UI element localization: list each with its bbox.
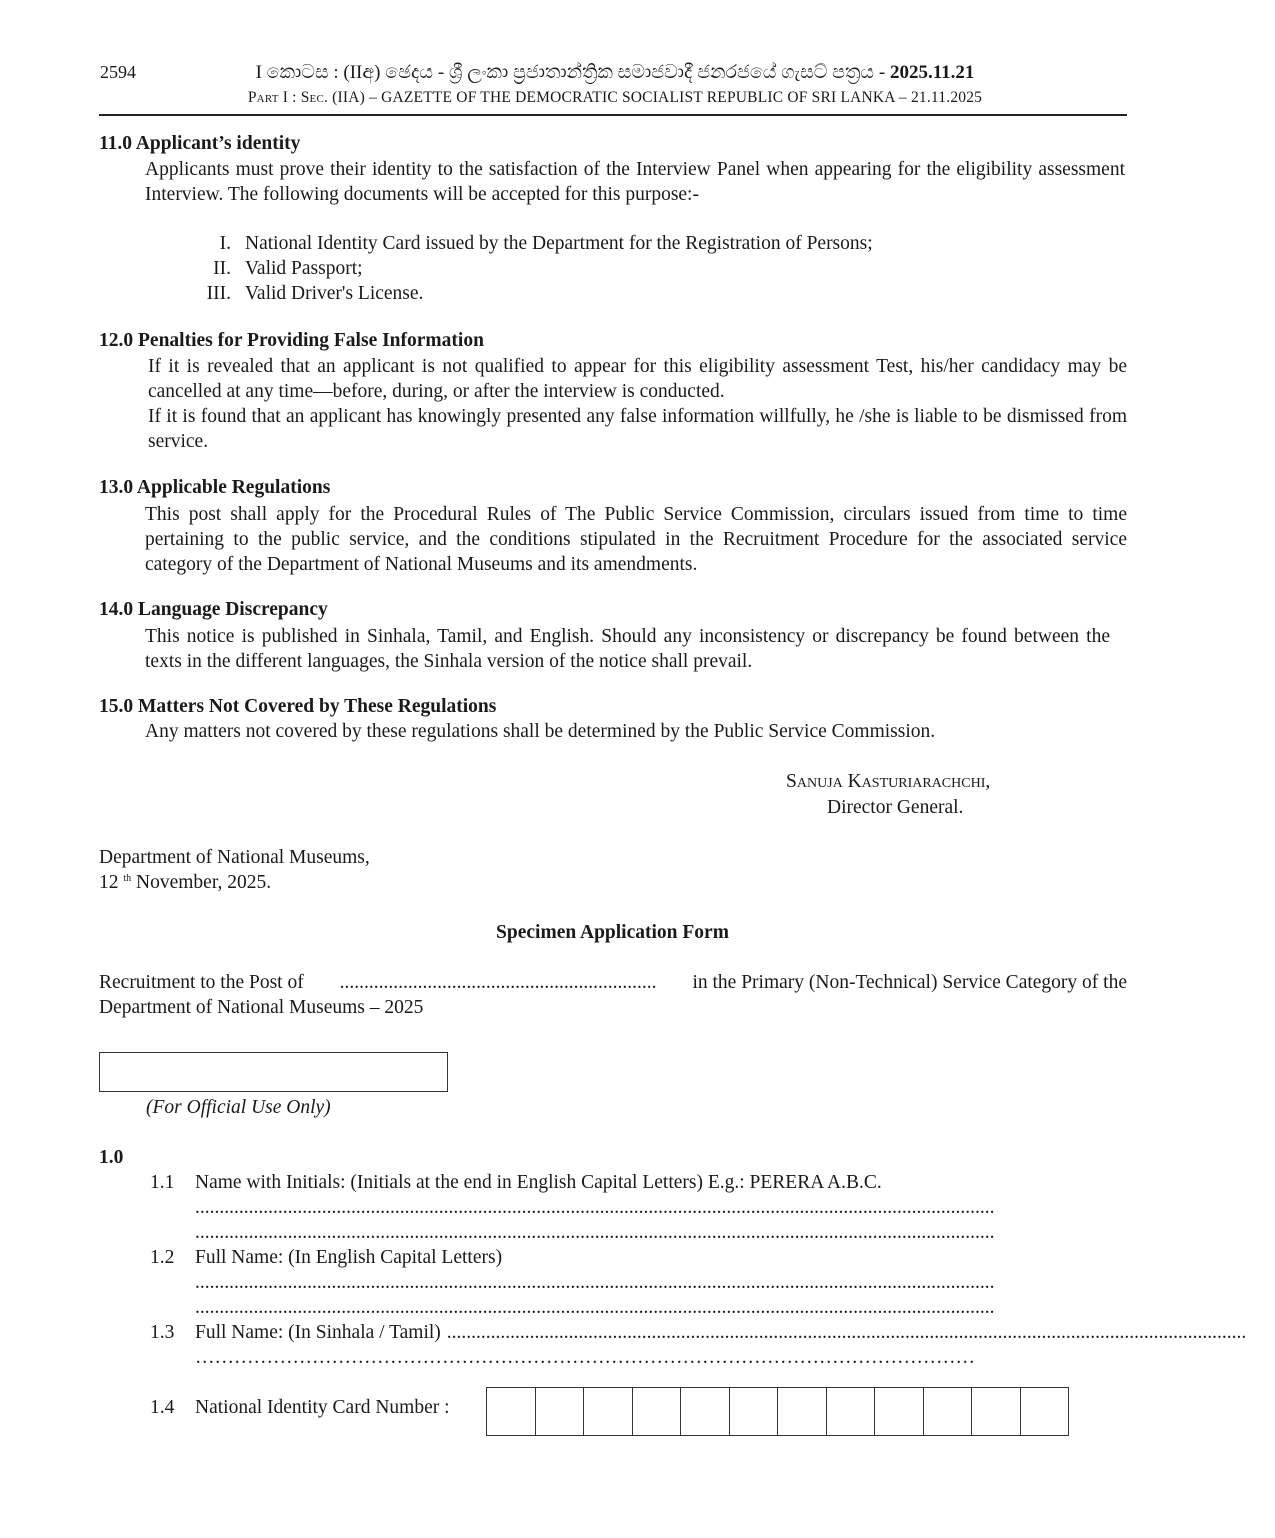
- issuer-department: Department of National Museums,: [99, 847, 370, 868]
- header-sinhala: [0, 62, 1230, 84]
- form-intro-line-1: [99, 972, 1127, 994]
- full-name-english-line-1[interactable]: ....................................................................................................................................................................: [195, 1272, 995, 1293]
- nic-number-grid[interactable]: [486, 1387, 1069, 1436]
- full-name-sinhala-line-1[interactable]: ....................................................................................................................................................................: [446, 1322, 1247, 1343]
- section-15-heading: 15.0 Matters Not Covered by These Regulations: [99, 696, 497, 717]
- header-sinhala-date: 2025.11.21: [889, 62, 975, 83]
- section-12-text-2: If it is found that an applicant has knowingly presented any false information willfully, he /she is liable to be dismissed from service.: [148, 406, 1127, 452]
- header-sinhala-text: I කොටස : (IIඅ) ඡෙදය - ශ්‍රී ලංකා ප්‍රජාතාන්ත්‍රික සමාජවාදී ජනරජයේ ගැසට් පත්‍රය -: [255, 62, 886, 83]
- full-name-sinhala-line-2[interactable]: …………………………………………………………………………………………………………: [195, 1347, 975, 1368]
- q1-4-label: National Identity Card Number :: [195, 1397, 450, 1418]
- nic-digit-cell[interactable]: [1021, 1388, 1070, 1435]
- section-11-text: Applicants must prove their identity to the satisfaction of the Interview Panel when appearing for the eligibility assessment Interview. The following documents will be accepted for this purpose:-: [145, 159, 1125, 205]
- section-13-heading: 13.0 Applicable Regulations: [99, 477, 331, 498]
- nic-digit-cell[interactable]: [778, 1388, 827, 1435]
- q1-3-row: [195, 1322, 1247, 1344]
- nic-digit-cell[interactable]: [827, 1388, 876, 1435]
- official-use-box[interactable]: [99, 1052, 448, 1092]
- q1-1-label: Name with Initials: (Initials at the end in English Capital Letters) E.g.: PERERA A.B.C.: [195, 1172, 882, 1193]
- full-name-english-line-2[interactable]: ....................................................................................................................................................................: [195, 1297, 995, 1318]
- official-use-label: (For Official Use Only): [146, 1097, 331, 1118]
- q1-2-label: Full Name: (In English Capital Letters): [195, 1247, 503, 1268]
- post-name-field[interactable]: .................................................................: [339, 972, 657, 993]
- header-english: [0, 89, 1230, 107]
- section-12-text-1: If it is revealed that an applicant is not qualified to appear for this eligibility assessment Test, his/her candidacy may be cancelled at any time—before, during, or after the interview is conducted.: [148, 356, 1127, 402]
- q1-3-number: 1.3: [150, 1322, 175, 1343]
- header-english-rest: (IIA) – GAZETTE OF THE DEMOCRATIC SOCIALIST REPUBLIC OF SRI LANKA – 21.11.2025: [332, 89, 983, 106]
- form-intro-line-2: Department of National Museums – 2025: [99, 997, 424, 1018]
- q1-3-label: Full Name: (In Sinhala / Tamil): [195, 1322, 441, 1343]
- q1-4-number: 1.4: [150, 1397, 175, 1418]
- nic-digit-cell[interactable]: [875, 1388, 924, 1435]
- s11-item-2-text: Valid Passport;: [245, 258, 363, 279]
- signatory-name: Sanuja Kasturiarachchi,: [786, 771, 991, 792]
- nic-digit-cell[interactable]: [584, 1388, 633, 1435]
- s11-item-3-num: III.: [206, 283, 231, 304]
- section-13-text: This post shall apply for the Procedural Rules of The Public Service Commission, circulars issued from time to time pertaining to the public service, and the conditions stipulated in the Recruitment Procedure for the associated service category of the Department of National Museums and its amendments.: [145, 504, 1127, 575]
- page-number: 2594: [100, 62, 136, 82]
- section-15-text: Any matters not covered by these regulations shall be determined by the Public Service Commission.: [145, 721, 936, 742]
- nic-digit-cell[interactable]: [681, 1388, 730, 1435]
- nic-digit-cell[interactable]: [487, 1388, 536, 1435]
- nic-digit-cell[interactable]: [730, 1388, 779, 1435]
- form-section-number: 1.0: [99, 1147, 124, 1168]
- issuer-date-suffix: th: [123, 873, 132, 884]
- issuer-date-rest: November, 2025.: [136, 872, 272, 893]
- form-intro-start: Recruitment to the Post of: [99, 972, 304, 993]
- nic-digit-cell[interactable]: [633, 1388, 682, 1435]
- signatory-title: Director General.: [827, 797, 964, 818]
- s11-item-1-num: I.: [219, 233, 231, 254]
- nic-digit-cell[interactable]: [924, 1388, 973, 1435]
- form-intro-end: in the Primary (Non-Technical) Service Category of the: [692, 972, 1127, 993]
- name-with-initials-line-1[interactable]: ....................................................................................................................................................................: [195, 1197, 995, 1218]
- s11-item-1-text: National Identity Card issued by the Department for the Registration of Persons;: [245, 233, 873, 254]
- s11-item-3-text: Valid Driver's License.: [245, 283, 424, 304]
- section-12-heading: 12.0 Penalties for Providing False Information: [99, 330, 484, 351]
- issuer-date-day: 12: [99, 872, 119, 893]
- name-with-initials-line-2[interactable]: ....................................................................................................................................................................: [195, 1222, 995, 1243]
- form-title: Specimen Application Form: [496, 922, 729, 943]
- s11-item-2-num: II.: [213, 258, 231, 279]
- header-english-part: Part I : Sec.: [247, 89, 329, 106]
- nic-digit-cell[interactable]: [536, 1388, 585, 1435]
- section-11-heading: 11.0 Applicant’s identity: [99, 133, 301, 154]
- q1-1-number: 1.1: [150, 1172, 175, 1193]
- section-14-text: This notice is published in Sinhala, Tamil, and English. Should any inconsistency or discrepancy be found between the texts in the different languages, the Sinhala version of the notice shall prevail.: [145, 626, 1110, 672]
- header-rule: [99, 114, 1127, 116]
- issuer-date: [99, 872, 271, 894]
- section-14-heading: 14.0 Language Discrepancy: [99, 599, 328, 620]
- nic-digit-cell[interactable]: [972, 1388, 1021, 1435]
- q1-2-number: 1.2: [150, 1247, 175, 1268]
